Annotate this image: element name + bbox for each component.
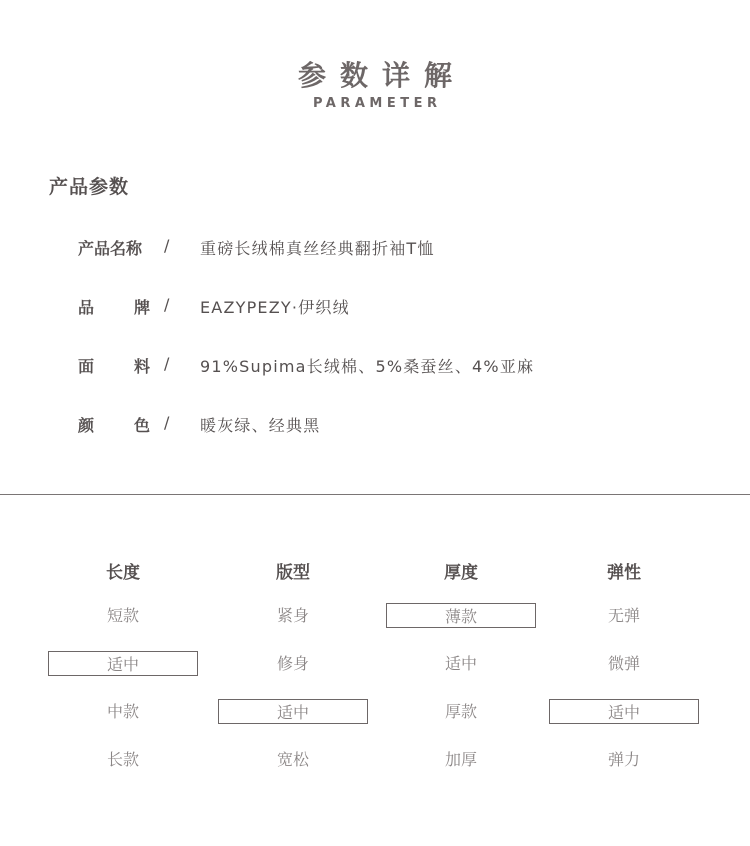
param-label-part: 品 (78, 298, 95, 317)
param-separator: / (164, 236, 170, 255)
param-label (78, 413, 150, 436)
page-title-cn: 参数详解 (297, 59, 466, 92)
param-row (0, 354, 750, 380)
size-chart-option: 微弹 (607, 654, 640, 673)
size-chart-header: 弹性 (607, 563, 641, 583)
size-chart-option: 适中 (444, 654, 477, 673)
param-value: 暖灰绿、经典黑 (200, 416, 321, 435)
param-label-part: 料 (133, 357, 150, 376)
param-label (78, 295, 150, 318)
size-chart-option: 短款 (106, 606, 139, 625)
size-chart-option: 宽松 (276, 750, 309, 769)
param-value: 91%Supima长绒棉、5%桑蚕丝、4%亚麻 (200, 357, 535, 376)
size-chart-option: 修身 (276, 654, 309, 673)
param-label-part: 牌 (133, 298, 150, 317)
param-row (0, 236, 750, 262)
size-chart-option-selected: 适中 (549, 699, 699, 724)
param-separator: / (164, 354, 170, 373)
param-row (0, 413, 750, 439)
param-value: EAZYPEZY·伊织绒 (200, 298, 350, 317)
divider (0, 494, 750, 495)
size-chart-header: 长度 (106, 563, 140, 583)
size-chart-option: 中款 (106, 702, 139, 721)
param-label (78, 354, 150, 377)
section-title: 产品参数 (49, 176, 130, 198)
size-chart-option-selected: 薄款 (386, 603, 536, 628)
size-chart-option: 紧身 (276, 606, 309, 625)
param-label-part: 产品名称 (78, 239, 143, 258)
param-value: 重磅长绒棉真丝经典翻折袖T恤 (200, 239, 435, 258)
param-row (0, 295, 750, 321)
param-label-part: 色 (133, 416, 150, 435)
param-label-part: 面 (78, 357, 95, 376)
size-chart-option-selected: 适中 (218, 699, 368, 724)
size-chart-option: 厚款 (444, 702, 477, 721)
param-label-part: 颜 (78, 416, 95, 435)
size-chart-option: 加厚 (444, 750, 477, 769)
size-chart-header: 厚度 (444, 563, 478, 583)
size-chart-option-selected: 适中 (48, 651, 198, 676)
size-chart-option: 无弹 (607, 606, 640, 625)
page-title-en: PARAMETER (312, 96, 442, 111)
size-chart-header: 版型 (276, 563, 310, 583)
size-chart-option: 长款 (106, 750, 139, 769)
param-separator: / (164, 295, 170, 314)
size-chart-option: 弹力 (607, 750, 640, 769)
param-label (78, 236, 150, 259)
param-separator: / (164, 413, 170, 432)
